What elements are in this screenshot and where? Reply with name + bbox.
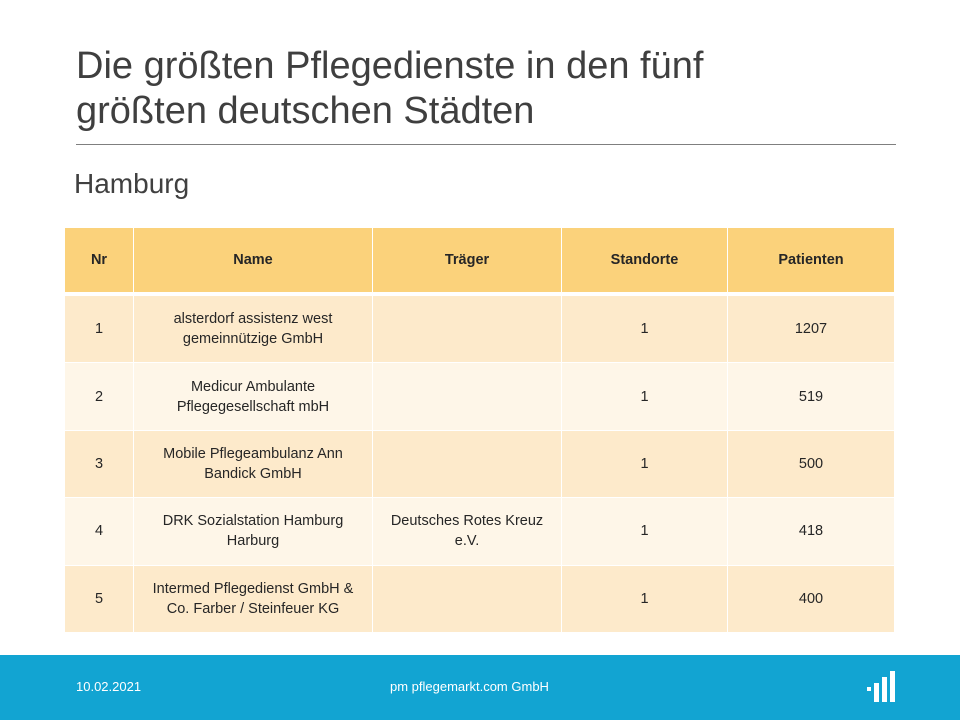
column-header-traeger: Träger — [373, 228, 562, 296]
cell-nr: 4 — [65, 498, 134, 565]
care-services-table — [65, 228, 894, 632]
cell-traeger — [373, 363, 562, 430]
cell-nr: 2 — [65, 363, 134, 430]
cell-patienten: 1207 — [728, 296, 894, 363]
cell-nr: 3 — [65, 431, 134, 498]
cell-nr: 1 — [65, 296, 134, 363]
table-header-row — [65, 228, 894, 296]
table-row — [65, 431, 894, 498]
column-header-standorte: Standorte — [562, 228, 728, 296]
cell-traeger — [373, 566, 562, 632]
cell-standorte: 1 — [562, 363, 728, 430]
cell-name: Medicur Ambulante Pflegegesellschaft mbH — [134, 363, 373, 430]
pflegemarkt-logo-icon — [866, 669, 896, 703]
cell-name: DRK Sozialstation Hamburg Harburg — [134, 498, 373, 565]
cell-patienten: 400 — [728, 566, 894, 632]
cell-patienten: 519 — [728, 363, 894, 430]
section-subtitle: Hamburg — [74, 168, 190, 199]
page-title — [76, 44, 916, 134]
cell-name: Intermed Pflegedienst GmbH & Co. Farber / Steinfeuer KG — [134, 566, 373, 632]
cell-standorte: 1 — [562, 498, 728, 565]
table-row — [65, 566, 894, 632]
cell-standorte: 1 — [562, 296, 728, 363]
cell-name: Mobile Pflegeambulanz Ann Bandick GmbH — [134, 431, 373, 498]
cell-standorte: 1 — [562, 431, 728, 498]
page-title-line-2: größten deutschen Städten — [76, 90, 535, 132]
cell-traeger — [373, 296, 562, 363]
column-header-nr: Nr — [65, 228, 134, 296]
table-row — [65, 498, 894, 565]
cell-standorte: 1 — [562, 566, 728, 632]
column-header-name: Name — [134, 228, 373, 296]
table-row — [65, 363, 894, 430]
cell-patienten: 418 — [728, 498, 894, 565]
table-row — [65, 296, 894, 363]
cell-nr: 5 — [65, 566, 134, 632]
cell-traeger: Deutsches Rotes Kreuz e.V. — [373, 498, 562, 565]
cell-traeger — [373, 431, 562, 498]
column-header-patienten: Patienten — [728, 228, 894, 296]
title-divider — [76, 144, 896, 145]
footer-company: pm pflegemarkt.com GmbH — [390, 679, 549, 694]
footer-date: 10.02.2021 — [76, 679, 142, 694]
page-title-line-1: Die größten Pflegedienste in den fünf — [76, 45, 704, 87]
cell-patienten: 500 — [728, 431, 894, 498]
cell-name: alsterdorf assistenz west gemeinnützige GmbH — [134, 296, 373, 363]
footer-bar — [0, 655, 960, 720]
